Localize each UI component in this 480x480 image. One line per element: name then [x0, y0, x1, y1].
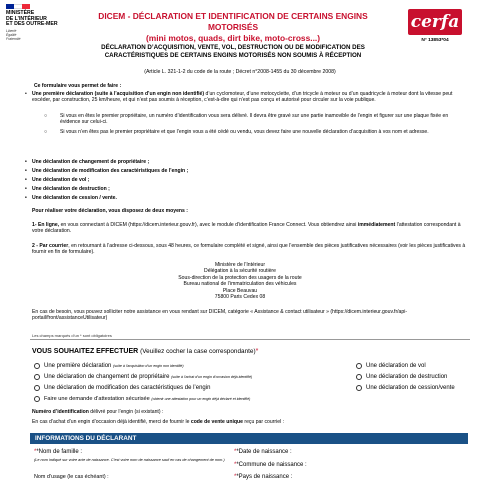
motto-line: Fraternité — [6, 37, 21, 41]
form-title-line: (mini motos, quads, dirt bike, moto-cross...) — [145, 33, 321, 43]
sale-code-field[interactable] — [32, 419, 284, 425]
first-declaration-bold: Une première déclaration (suite à l’acquisition d’un engin non identifié) — [32, 91, 205, 97]
required-star: * — [34, 449, 37, 455]
bullet-text: Une déclaration de modification des caractéristiques de l’engin ; — [32, 168, 189, 174]
option-change-owner — [44, 373, 252, 381]
bullet-text: Une déclaration de cession / vente. — [32, 195, 117, 201]
ministry-name — [6, 11, 76, 28]
sub-item — [44, 113, 462, 126]
identification-number-field[interactable] — [32, 409, 163, 415]
legal-reference: (Article L. 321-1-2 du code de la route ; Décret n°2008-1455 du 30 décembre 2008) — [144, 69, 336, 75]
birth-country-label: *Pays de naissance : — [236, 474, 293, 480]
required-fields-note: Les champs marqués d’un * sont obligatoires — [32, 333, 112, 338]
online-method-emphasis: immédiatement — [357, 222, 396, 228]
option-secure-certificate — [44, 395, 250, 403]
request-type-hint: (Veuillez cocher la case correspondante) — [140, 348, 256, 355]
form-title — [80, 11, 386, 44]
radio-sale[interactable] — [356, 385, 362, 391]
request-type-title: VOUS SOUHAITEZ EFFECTUER — [32, 348, 139, 355]
mail-method-label: 2 - Par courrier — [32, 243, 69, 249]
bullet-item — [25, 186, 462, 192]
last-name-field[interactable] — [34, 449, 82, 455]
bullet-text: Une déclaration de changement de propriétaire ; — [32, 159, 150, 165]
birth-commune-label: *Commune de naissance : — [236, 462, 307, 468]
bullet-item — [25, 168, 462, 174]
option-theft: Une déclaration de vol — [366, 363, 426, 369]
sub-item-text: Si vous n’en êtes pas le premier propriétaire et que l’engin vous a été cédé ou vendu, vous devez faire une nouvelle déclaration d’acquisition à vos nom et adresse. — [60, 129, 429, 135]
option-label: Faire une demande d’attestation sécurisée — [44, 396, 150, 402]
mail-method — [32, 243, 468, 256]
option-label: Une déclaration de changement de propriétaire — [44, 374, 170, 380]
bullet-item — [25, 195, 462, 201]
bullet-text: Une déclaration de vol ; — [32, 177, 90, 183]
bullet-icon: • — [25, 168, 27, 174]
last-name-hint: (Le nom indiqué sur votre acte de naissance. C’est votre nom de naissance sauf en cas de changement de nom.) — [34, 458, 225, 462]
bullet-item — [25, 159, 462, 165]
sale-code-text: En cas d’achat d’un engin d’occasion déjà identifié, merci de fournir le — [32, 419, 191, 425]
option-sale: Une déclaration de cession/vente — [366, 385, 455, 391]
radio-secure-certificate[interactable] — [34, 396, 40, 402]
bullet-icon: • — [25, 195, 27, 201]
option-label: Une déclaration de modification des caractéristiques de l’engin — [44, 385, 211, 391]
last-name-label: *Nom de famille : — [36, 449, 83, 455]
radio-destruction[interactable] — [356, 374, 362, 380]
cerfa-number: N° 13853*04 — [421, 38, 449, 43]
address-line: Place Beauvau — [222, 287, 258, 294]
sub-item-text: Si vous en êtes le premier propriétaire, un numéro d’identification vous sera délivré. Il devra être gravé sur une partie inamovible de l’engin et figurer sur une plaque fixée en évidence sur celui-ci. — [60, 113, 449, 126]
ministry-line: ET DES OUTRE-MER — [6, 21, 58, 28]
birth-country-field[interactable] — [234, 474, 292, 480]
required-star: * — [234, 474, 237, 480]
circle-bullet-icon: ○ — [44, 129, 48, 135]
online-method-text: l’attestation correspondant à votre déclaration. — [32, 222, 461, 235]
option-hint: (suite à l’acquisition d’un engin non identifié) — [113, 364, 184, 368]
bullet-icon: • — [25, 177, 27, 183]
address-line: Bureau national de l’immatriculation des véhicules — [183, 281, 297, 288]
option-hint: (suite à l’achat d’un engin d’occasion déjà identifié) — [171, 375, 253, 379]
address-line: 75800 Paris Cedex 08 — [214, 293, 266, 300]
first-declaration-item — [25, 91, 462, 104]
cerfa-logo: cerfa — [408, 9, 462, 35]
address-line: Ministère de l’Intérieur — [214, 262, 266, 268]
required-star: * — [234, 462, 237, 468]
birth-commune-field[interactable] — [234, 462, 307, 468]
republique-tricolor-flag — [6, 4, 30, 9]
usage-name-label[interactable]: Nom d’usage (le cas échéant) : — [34, 474, 109, 480]
form-title-line: DICEM - DÉCLARATION ET IDENTIFICATION DE CERTAINS ENGINS MOTORISÉS — [98, 11, 368, 32]
identification-number-hint: délivré pour l’engin (si existant) : — [88, 409, 164, 415]
sale-code-label: code de vente unique — [190, 419, 243, 425]
option-modify-characteristics — [44, 384, 210, 392]
mail-method-text: , en retournant à l’adresse ci-dessous, sous 48 heures, ce formulaire complété et signé, ainsi que l’ensemble des pièces justificatives nécessaires (voir les pièces justificatives à fournir en fin de formulaire). — [32, 243, 466, 256]
form-subtitle — [80, 44, 386, 60]
ministry-line: DE L’INTÉRIEUR — [6, 15, 47, 22]
circle-bullet-icon: ○ — [44, 113, 48, 119]
address-line: Délégation à la sécurité routière — [204, 268, 276, 275]
required-star: * — [255, 348, 259, 355]
request-type-heading — [32, 348, 258, 355]
sub-item — [44, 129, 462, 135]
form-subtitle-line: DÉCLARATION D’ACQUISITION, VENTE, VOL, DESTRUCTION OU DE MODIFICATION DES — [101, 44, 365, 51]
bullet-item — [25, 177, 462, 183]
motto-line: Égalité — [6, 33, 17, 37]
birth-date-label: *Date de naissance : — [236, 449, 292, 455]
sale-code-text: reçu par courriel : — [242, 419, 285, 425]
radio-theft[interactable] — [356, 363, 362, 369]
republic-motto — [6, 29, 21, 41]
radio-first-declaration[interactable] — [34, 363, 40, 369]
bullet-text: Une déclaration de destruction ; — [32, 186, 110, 192]
declarant-section-header: INFORMATIONS DU DÉCLARANT — [30, 433, 468, 444]
option-hint: (obtenir une attestation pour un engin déjà déclaré et identifié) — [151, 397, 251, 401]
online-method-text: en vous connectant à DICEM (https://dicem.interieur.gouv.fr), avec le module d’identification France Connect. Vous obtiendrez ainsi — [59, 222, 358, 228]
radio-modify-characteristics[interactable] — [34, 385, 40, 391]
option-first-declaration — [44, 362, 184, 370]
assistance-info: En cas de besoin, vous pouvez solliciter notre assistance en vous rendant sur DICEM, catégorie « Assistance & contact utilisateur » (https://dicem.interieur.gouv.fr/api-portail/front/assistanceUtilisateur) — [32, 309, 408, 322]
form-subtitle-line: CARACTÉRISTIQUES DE CERTAINS ENGINS MOTORISÉS NON SOUMIS À RÉCEPTION — [104, 52, 362, 59]
intro-heading: Ce formulaire vous permet de faire : — [34, 83, 122, 89]
address-line: Sous-direction de la protection des usagers de la route — [178, 274, 302, 281]
postal-address — [120, 262, 360, 300]
ministry-line: MINISTÈRE — [6, 10, 35, 16]
option-destruction: Une déclaration de destruction — [366, 374, 448, 380]
bullet-icon: • — [25, 186, 27, 192]
option-label: Une première déclaration — [44, 363, 112, 369]
birth-date-field[interactable] — [234, 449, 292, 455]
required-star: * — [234, 449, 237, 455]
online-method-label: 1- En ligne, — [32, 222, 60, 228]
bullet-icon: • — [25, 91, 27, 97]
radio-change-owner[interactable] — [34, 374, 40, 380]
procedure-heading: Pour réaliser votre déclaration, vous disposez de deux moyens : — [32, 208, 188, 214]
online-method — [32, 222, 468, 235]
motto-line: Liberté — [6, 29, 17, 33]
first-declaration-text: d’un cyclomoteur, d’une motocyclette, d’un tricycle à moteur ou d’un quadricycle à moteur dont la vitesse peut excéder, par construction, 25 km/heure, et qui n’est pas soumis à réception, c’est-à-dire qui n’est pas conçu et autorisé pour circuler sur la voie publique. — [32, 91, 453, 104]
divider — [30, 339, 470, 340]
identification-number-label: Numéro d’identification — [32, 409, 89, 415]
bullet-icon: • — [25, 159, 27, 165]
